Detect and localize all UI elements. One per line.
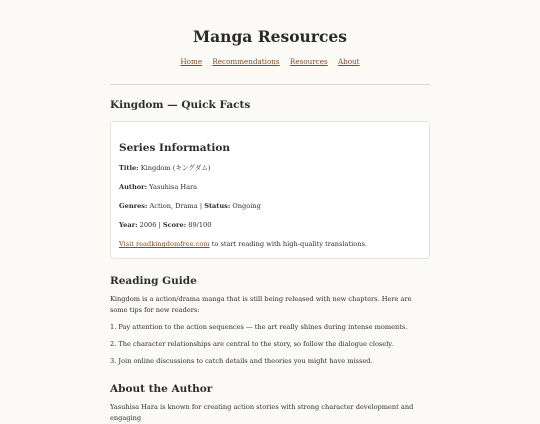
fact-score-value: 89/100 [188, 221, 212, 229]
fact-author-value: Yasuhisa Hara [149, 183, 198, 191]
page [110, 0, 430, 424]
fact-status-label: Status: [204, 202, 231, 210]
reading-tip-2: 2. The character relationships are central to the story, so follow the dialogue closely. [110, 340, 394, 348]
header-divider [110, 84, 430, 85]
main-nav [110, 57, 430, 66]
fact-year-label: Year: [119, 221, 138, 229]
about-author-heading: About the Author [110, 383, 213, 395]
nav-home-link[interactable]: Home [180, 57, 203, 66]
fact-genres-label: Genres: [119, 202, 148, 210]
reading-guide-heading: Reading Guide [110, 275, 197, 287]
fact-separator-2: | [158, 221, 161, 229]
site-title: Manga Resources [192, 27, 348, 46]
nav-resources-link[interactable]: Resources [289, 57, 328, 66]
fact-score-label: Score: [162, 221, 187, 229]
fact-status-value: Ongoing [232, 202, 261, 210]
nav-about-link[interactable]: About [337, 57, 360, 66]
fact-year-score [119, 221, 421, 229]
fact-title [119, 164, 421, 172]
about-author-text: Yasuhisa Hara is known for creating action stories with strong character development and engaging [110, 403, 414, 422]
fact-genres-value: Action, Drama [149, 202, 198, 210]
quick-facts-heading: Kingdom — Quick Facts [110, 99, 251, 111]
read-site-link[interactable]: Visit readkingdomfree.com [119, 240, 210, 248]
fact-title-label: Title: [119, 164, 139, 172]
series-info-title: Series Information [119, 142, 231, 154]
reading-guide-intro: Kingdom is a action/drama manga that is still being released with new chapters. Here are some tips for new readers: [110, 295, 412, 314]
read-link-suffix: to start reading with high-quality translations. [211, 240, 367, 248]
fact-author [119, 183, 421, 191]
fact-year-value: 2006 [139, 221, 157, 229]
series-info-card [110, 121, 430, 259]
fact-title-value: Kingdom (キングダム) [140, 164, 211, 172]
reading-tip-1: 1. Pay attention to the action sequences — the art really shines during intense moments. [110, 323, 408, 331]
fact-genres-status [119, 202, 421, 210]
reading-tip-3: 3. Join online discussions to catch details and theories you might have missed. [110, 357, 373, 365]
fact-read-link-line [119, 240, 421, 248]
nav-recommendations-link[interactable]: Recommendations [212, 57, 280, 66]
fact-separator: | [199, 202, 203, 210]
fact-author-label: Author: [119, 183, 148, 191]
